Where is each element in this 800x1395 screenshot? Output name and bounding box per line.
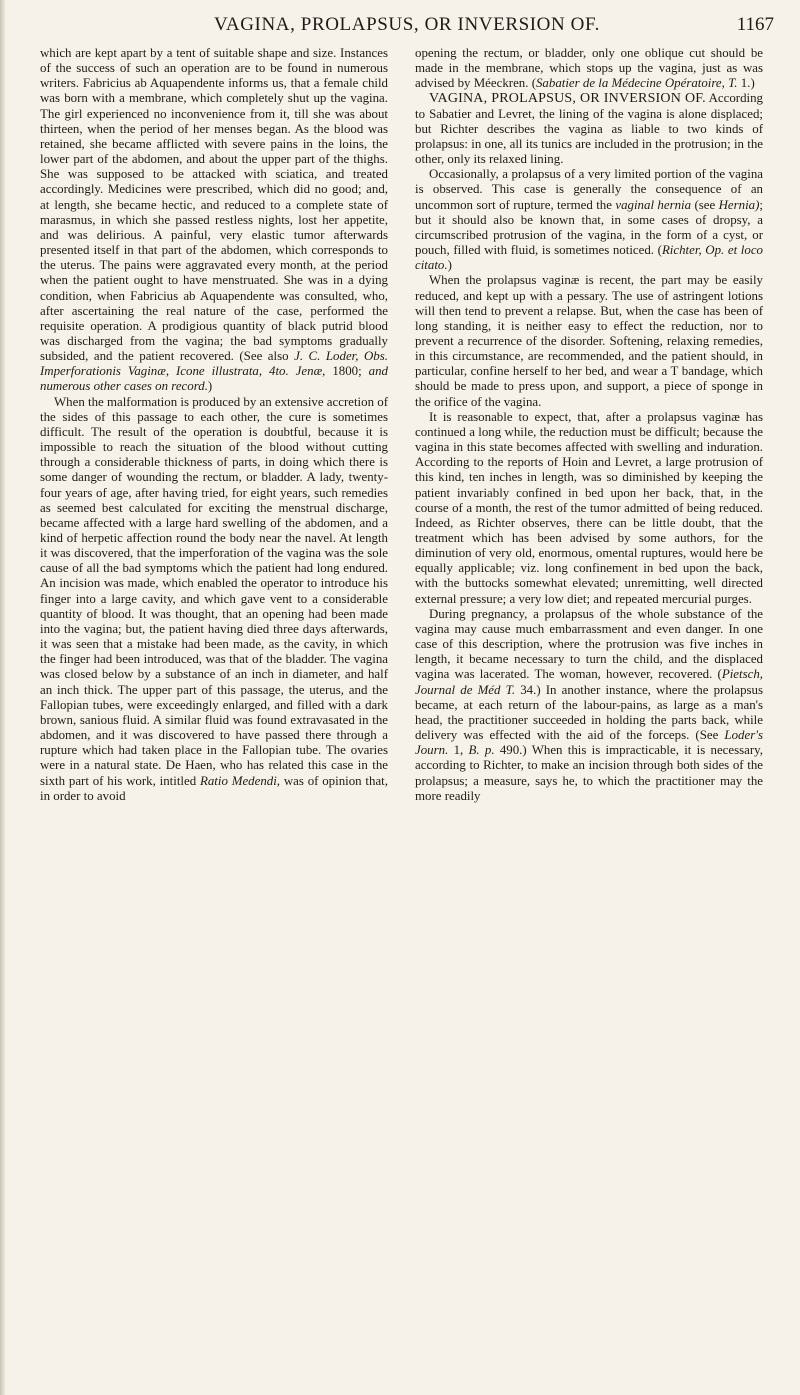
- paragraph: When the prolapsus vaginæ is recent, the part may be easily reduced, and kept up with a pessary. The use of astringent lotions will then tend to prevent a relapse. But, when the case has been of long standing, it is neither easy to effect the reduction, nor to prevent a recurrence of the disorder. Softening, relaxing remedies, in this circumstance, are recommended, and the patient should, in particular, confine herself to her bed, and wear a T bandage, which should be made to press upon, and support, a piece of sponge in the orifice of the vagina.: [415, 273, 763, 409]
- citation: Loder's Journ.: [415, 728, 763, 758]
- citation: and numerous other cases on record.: [40, 364, 388, 394]
- paragraph: which are kept apart by a tent of suitable shape and size. Instances of the success of such an operation are to be found in numerous writers. Fabricius ab Aquapendente informs us, that a female child was born with a membrane, which completely shut up the vagina. The girl experienced no inconvenience from it, till she was about thirteen, when the period of her menses began. As the blood was retained, she became afflicted with severe pains in the loins, the lower part of the abdomen, and about the upper part of the thighs. She was supposed to be attacked with sciatica, and treated accordingly. Medicines were prescribed, which did no good; and, at length, she became hectic, and reduced to a complete state of marasmus, in which she passed restless nights, lost her appetite, and was delirious. A painful, very elastic tumor afterwards presented itself in that part of the abdomen, which corresponds to the uterus. The pains were aggravated every month, at the period when the patient ought to have menstruated. She was in a dying condition, when Fabricius ab Aquapendente was consulted, who, after ascertaining the real nature of the case, performed the requisite operation. A prodigious quantity of black putrid blood was discharged from the vagina; the bad symptoms gradually subsided, and the patient recovered. (See also J. C. Loder, Obs. Imperforationis Vaginæ, Icone illustrata, 4to. Jenæ, 1800; and numerous other cases on record.): [40, 46, 388, 394]
- term: vaginal hernia: [615, 197, 692, 212]
- entry-paragraph: VAGINA, PROLAPSUS, OR INVERSION OF. According to Sabatier and Levret, the lining of the vagina is alone displaced; but Richter describes the vagina as liable to two kinds of prolapsus: in one, all its tunics are included in the protrusion; in the other, only its relaxed lining.: [415, 91, 763, 167]
- citation: Sabatier de la Médecine Opératoire, T.: [535, 76, 738, 91]
- entry-heading: VAGINA, PROLAPSUS, OR INVERSION OF.: [429, 91, 706, 107]
- paragraph: When the malformation is produced by an extensive accretion of the sides of this passage to each other, the cure is sometimes difficult. The result of the operation is doubtful, because it is impossible to reach the situation of the blood without cutting through a considerable thickness of parts, in doing which there is some danger of wounding the rectum, or bladder. A lady, twenty-four years of age, after having tried, for eight years, such remedies as seemed best calculated for exciting the menstrual discharge, became affected with a large hard swelling of the abdomen, and a kind of herpetic affection round the body near the navel. At length it was discovered, that the imperforation of the vagina was the sole cause of all the bad symptoms which the patient had long endured. An incision was made, which enabled the operator to introduce his finger into a large cavity, and which gave vent to a considerable quantity of blood. It was thought, that an opening had been made into the vagina; but, the patient having died three days afterwards, it was seen that a mistake had been made, as the cavity, in which the finger had been introduced, was that of the bladder. The vagina was closed below by a substance of an inch in diameter, and half an inch thick. The upper part of this passage, the uterus, and the Fallopian tubes, were exceedingly enlarged, and filled with a dark brown, sanious fluid. A similar fluid was found extravasated in the abdomen, and it was discovered to have passed there through a rupture which had taken place in the Fallopian tube. The ovaries were in a natural state. De Haen, who has related this case in the sixth part of his work, intitled Ratio Medendi, was of opinion that, in order to avoid: [40, 394, 388, 803]
- page-number: 1167: [736, 14, 774, 35]
- paragraph: opening the rectum, or bladder, only one oblique cut should be made in the membrane, which stops up the vagina, just as was advised by Méeckren. (Sabatier de la Médecine Opératoire, T. 1.): [415, 46, 763, 91]
- citation: J. C. Loder, Obs. Imperforationis Vaginæ, Icone illustrata, 4to. Jenæ,: [40, 349, 388, 379]
- page-binding-shadow: [0, 0, 6, 1395]
- running-head: VAGINA, PROLAPSUS, OR INVERSION OF.: [214, 14, 600, 35]
- left-column: [40, 46, 388, 804]
- page-header: [40, 14, 774, 40]
- work-title: Ratio Medendi,: [199, 773, 281, 788]
- right-column: [415, 46, 763, 804]
- citation: B. p.: [468, 743, 495, 758]
- cross-reference: Hernia): [718, 197, 760, 212]
- paragraph: It is reasonable to expect, that, after a prolapsus vaginæ has continued a long while, the reduction must be difficult; because the vagina in this state becomes affected with swelling and induration. According to the reports of Hoin and Levret, a large protrusion of this kind, ten inches in length, was so diminished by keeping the patient invariably confined in bed upon her back, that, in the course of a month, the rest of the tumor admitted of being reduced. Indeed, as Richter observes, there can be little doubt, that the treatment which has been advised by some authors, for the diminution of very old, enormous, omental ruptures, would here be equally applicable; viz. long confinement in bed upon the back, with the buttocks somewhat elevated; unremitting, well directed external pressure; a very low diet; and repeated mercurial purges.: [415, 409, 763, 606]
- paragraph: During pregnancy, a prolapsus of the whole substance of the vagina may cause much embarrassment and even danger. In one case of this description, where the protrusion was five inches in length, it became necessary to turn the child, and the displaced vagina was lacerated. The woman, however, recovered. (Pietsch, Journal de Méd T. 34.) In another instance, where the prolapsus became, at each return of the labour-pains, as large as a man's head, the practitioner succeeded in holding the parts back, while delivery was effected with the aid of the forceps. (See Loder's Journ. 1, B. p. 490.) When this is impracticable, it is necessary, according to Richter, to make an incision through both sides of the prolapsus; a measure, says he, to which the practitioner may the more readily: [415, 606, 763, 803]
- citation: Pietsch, Journal de Méd T.: [415, 667, 763, 697]
- paragraph: Occasionally, a prolapsus of a very limited portion of the vagina is observed. This case is generally the consequence of an uncommon sort of rupture, termed the vaginal hernia (see Hernia); but it should also be known that, in some cases of dropsy, a circumscribed protrusion of the vagina, in the form of a cyst, or pouch, filled with fluid, is sometimes noticed. (Richter, Op. et loco citato.): [415, 167, 764, 273]
- citation: Richter, Op. et loco citato.: [415, 243, 763, 273]
